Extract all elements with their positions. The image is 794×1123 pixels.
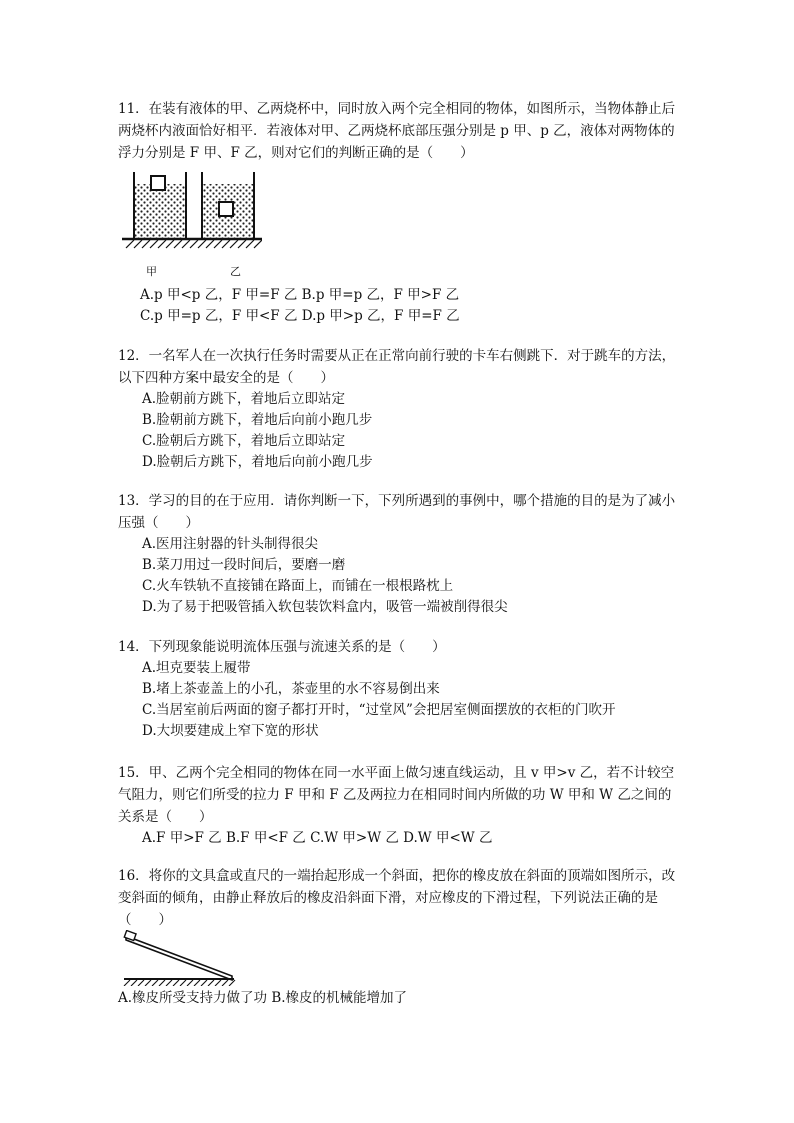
question-11-option-cd[interactable]: C.p 甲=p 乙，F 甲<F 乙 D.p 甲>p 乙，F 甲=F 乙: [140, 308, 460, 324]
question-12-option-b[interactable]: B.脸朝前方跳下，着地后向前小跑几步: [142, 412, 373, 428]
question-13-stem: 13．学习的目的在于应用．请你判断一下，下列所遇到的事例中，哪个措施的目的是为了减小压强（ ）: [118, 493, 676, 531]
question-11-stem: 11．在装有液体的甲、乙两烧杯中，同时放入两个完全相同的物体，如图所示，当物体静止后两烧杯内液面恰好相平．若液体对甲、乙两烧杯底部压强分别是 p 甲、p 乙，液体对两物体的浮力分别是 F 甲、F 乙，则对它们的判断正确的是（ ）: [118, 101, 676, 161]
question-15-stem: 15．甲、乙两个完全相同的物体在同一水平面上做匀速直线运动，且 v 甲>v 乙，若不计较空气阻力，则它们所受的拉力 F 甲和 F 乙及两拉力在相同时间内所做的功 W 甲和 W 乙之间的关系是（ ）: [118, 765, 675, 825]
suspended-block-yi: [219, 202, 233, 216]
label-yi: 乙: [230, 265, 241, 278]
two-beakers-figure: [122, 168, 262, 252]
question-14-option-a[interactable]: A.坦克要装上履带: [142, 660, 251, 676]
question-15-options[interactable]: A.F 甲>F 乙 B.F 甲<F 乙 C.W 甲>W 乙 D.W 甲<W 乙: [142, 830, 493, 846]
question-12-option-c[interactable]: C.脸朝后方跳下，着地后立即站定: [142, 433, 346, 449]
ruler-incline: [126, 936, 232, 980]
question-12-option-a[interactable]: A.脸朝前方跳下，着地后立即站定: [142, 391, 346, 407]
question-12: [118, 345, 678, 473]
question-11: [118, 98, 678, 164]
question-16-stem: 16．将你的文具盒或直尺的一端抬起形成一个斜面，把你的橡皮放在斜面的顶端如图所示，改变斜面的倾角，由静止释放后的橡皮沿斜面下滑，对应橡皮的下滑过程，下列说法正确的是（ ）: [118, 868, 676, 928]
question-12-stem: 12．一名军人在一次执行任务时需要从正在正常向前行驶的卡车右侧跳下．对于跳车的方法，以下四种方案中最安全的是（ ）: [118, 348, 676, 386]
question-13-option-b[interactable]: B.菜刀用过一段时间后，要磨一磨: [142, 557, 346, 573]
question-14-option-b[interactable]: B.堵上茶壶盖上的小孔，茶壶里的水不容易倒出来: [142, 681, 440, 697]
question-11-options: [118, 285, 678, 327]
question-14-option-d[interactable]: D.大坝要建成上窄下宽的形状: [142, 723, 319, 739]
question-13-option-d[interactable]: D.为了易于把吸管插入软包装饮料盒内，吸管一端被削得很尖: [142, 599, 508, 615]
question-14-option-c[interactable]: C.当居室前后两面的窗子都打开时，“过堂风”会把居室侧面摆放的衣柜的门吹开: [142, 702, 616, 718]
beaker-jia: [134, 172, 186, 238]
incline-figure: [122, 930, 237, 986]
question-13-option-c[interactable]: C.火车铁轨不直接铺在路面上，而铺在一根根路枕上: [142, 578, 454, 594]
question-16: [118, 865, 678, 931]
label-jia: 甲: [146, 265, 157, 278]
floating-block-jia: [151, 176, 165, 190]
beaker-yi: [202, 172, 254, 238]
question-13-option-a[interactable]: A.医用注射器的针头制得很尖: [142, 536, 319, 552]
question-15: [118, 762, 678, 849]
question-13: [118, 490, 678, 618]
question-12-option-d[interactable]: D.脸朝后方跳下，着地后向前小跑几步: [142, 454, 373, 470]
question-14-stem: 14．下列现象能说明流体压强与流速关系的是（ ）: [118, 639, 446, 655]
question-11-option-ab[interactable]: A.p 甲<p 乙，F 甲=F 乙 B.p 甲=p 乙，F 甲>F 乙: [140, 287, 460, 303]
question-16-options-ab[interactable]: A.橡皮所受支持力做了功 B.橡皮的机械能增加了: [118, 990, 408, 1006]
question-14: [118, 636, 678, 742]
question-16-options: [118, 988, 678, 1009]
